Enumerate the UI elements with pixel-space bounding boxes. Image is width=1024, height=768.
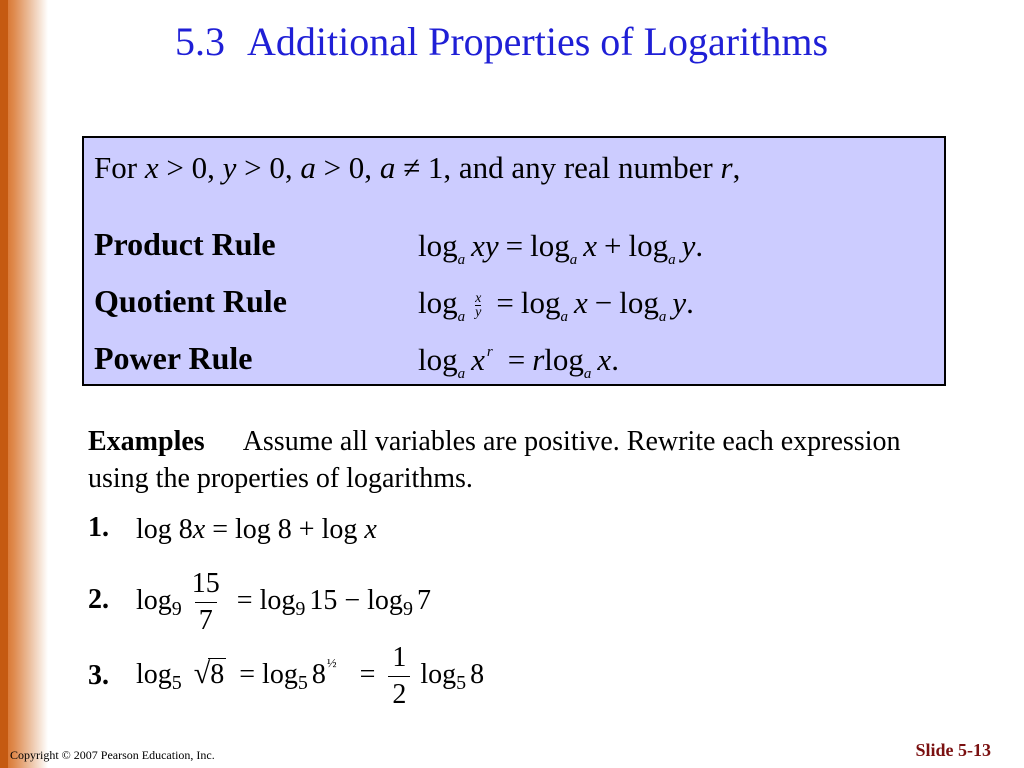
examples-intro xyxy=(88,423,928,497)
log-base: a xyxy=(457,309,466,325)
exponent: ½ xyxy=(326,654,337,670)
fraction-numerator: x xyxy=(475,291,482,307)
log-argument: y xyxy=(681,228,696,263)
sidebar-strip xyxy=(0,0,8,768)
log-argument: x xyxy=(471,342,485,377)
power-rule-label: Power Rule xyxy=(94,340,253,376)
cond-text: ≠ 1, and any real number xyxy=(395,150,721,185)
equals-sign: = xyxy=(505,228,524,263)
example-3-label: 3. xyxy=(88,660,109,691)
quotient-rule-formula xyxy=(418,285,694,326)
slide-title xyxy=(175,18,828,65)
fraction xyxy=(192,566,220,639)
log-text: log xyxy=(418,342,458,377)
log-base: a xyxy=(658,309,667,325)
examples-heading: Examples xyxy=(88,426,205,457)
examples-text: Assume all variables are positive. Rewrite each expression using the properties of logarithms. xyxy=(88,426,901,494)
period: . xyxy=(611,342,619,377)
equals-sign: = xyxy=(359,658,376,690)
log-text: log xyxy=(619,285,659,320)
log-text: log xyxy=(136,514,172,545)
log-argument: x xyxy=(597,342,612,377)
log-argument: 8 xyxy=(178,514,193,545)
log-argument: x xyxy=(364,514,377,545)
cond-var-a: a xyxy=(300,150,316,185)
log-argument: x xyxy=(573,285,588,320)
fraction-numerator: 15 xyxy=(191,568,220,599)
fraction xyxy=(475,292,481,319)
plus-sign: + xyxy=(298,514,315,545)
radicand: 8 xyxy=(210,658,225,690)
log-text: log xyxy=(420,658,457,690)
copyright-text: Copyright © 2007 Pearson Education, Inc. xyxy=(10,748,215,762)
cond-var-a: a xyxy=(379,150,396,185)
cond-var-x: x xyxy=(144,150,159,185)
log-text: log xyxy=(136,584,172,616)
log-base: a xyxy=(560,309,568,325)
log-base: 5 xyxy=(456,671,467,694)
log-argument: xy xyxy=(471,228,499,263)
log-argument: 7 xyxy=(416,584,431,616)
log-text: log xyxy=(321,514,358,545)
coefficient: r xyxy=(532,342,545,377)
cond-var-r: r xyxy=(720,150,733,185)
log-base: 5 xyxy=(297,671,308,694)
log-base: a xyxy=(569,252,578,268)
power-rule-formula xyxy=(418,342,619,383)
slide-number: Slide 5-13 xyxy=(915,740,991,760)
plus-sign: + xyxy=(604,228,622,263)
log-text: log xyxy=(530,228,570,263)
log-text: log xyxy=(520,285,561,320)
period: . xyxy=(686,285,694,320)
log-base: a xyxy=(457,252,466,268)
equals-sign: = xyxy=(239,658,256,690)
log-text: log xyxy=(262,658,298,690)
log-text: log xyxy=(235,514,271,545)
equals-sign: = xyxy=(212,514,229,545)
cond-text: For xyxy=(94,150,145,185)
example-1-label: 1. xyxy=(88,512,109,543)
log-argument: x xyxy=(583,228,598,263)
log-base: a xyxy=(457,366,466,382)
product-rule-label: Product Rule xyxy=(94,226,276,262)
example-3-expression xyxy=(136,640,484,713)
conditions-line xyxy=(94,150,740,186)
log-argument: 8 xyxy=(277,514,292,545)
cond-text: , xyxy=(732,150,741,185)
rules-box xyxy=(82,136,946,386)
log-text: log xyxy=(544,342,584,377)
section-number: 5.3 xyxy=(175,19,225,64)
cond-text: > 0, xyxy=(158,150,223,185)
log-base: a xyxy=(668,252,676,268)
log-text: log xyxy=(418,285,458,320)
equals-sign: = xyxy=(496,285,514,320)
log-argument: 8 xyxy=(311,658,326,690)
fraction-denominator: 2 xyxy=(388,676,410,713)
log-argument: x xyxy=(192,514,206,545)
radical-sign: √ xyxy=(193,656,211,690)
period: . xyxy=(695,228,704,263)
log-text: log xyxy=(259,584,296,616)
fraction-denominator: y xyxy=(475,305,482,321)
equals-sign: = xyxy=(236,584,253,616)
title-text: Additional Properties of Logarithms xyxy=(247,19,829,64)
square-root xyxy=(194,657,226,691)
example-1-expression xyxy=(136,514,377,546)
quotient-rule-label: Quotient Rule xyxy=(94,283,287,319)
minus-sign: − xyxy=(594,285,613,320)
log-text: log xyxy=(628,228,669,263)
product-rule-formula xyxy=(418,228,703,269)
fraction-denominator: 7 xyxy=(195,602,217,639)
log-argument: y xyxy=(672,285,687,320)
log-argument: 8 xyxy=(470,658,485,690)
log-text: log xyxy=(418,228,458,263)
log-base: 9 xyxy=(171,597,182,620)
fraction xyxy=(388,640,410,713)
log-base: 5 xyxy=(171,671,182,694)
minus-sign: − xyxy=(344,584,361,616)
log-argument: 15 xyxy=(309,584,338,616)
log-base: 9 xyxy=(402,597,413,620)
log-text: log xyxy=(367,584,403,616)
example-2-expression xyxy=(136,566,431,639)
log-base: a xyxy=(583,366,592,382)
cond-var-y: y xyxy=(222,150,237,185)
exponent: r xyxy=(486,344,493,360)
cond-text: > 0, xyxy=(236,150,301,185)
equals-sign: = xyxy=(507,342,526,377)
fraction-numerator: 1 xyxy=(392,642,407,673)
log-base: 9 xyxy=(295,597,306,620)
cond-text: > 0, xyxy=(315,150,380,185)
example-2-label: 2. xyxy=(88,584,109,615)
log-text: log xyxy=(136,658,172,690)
